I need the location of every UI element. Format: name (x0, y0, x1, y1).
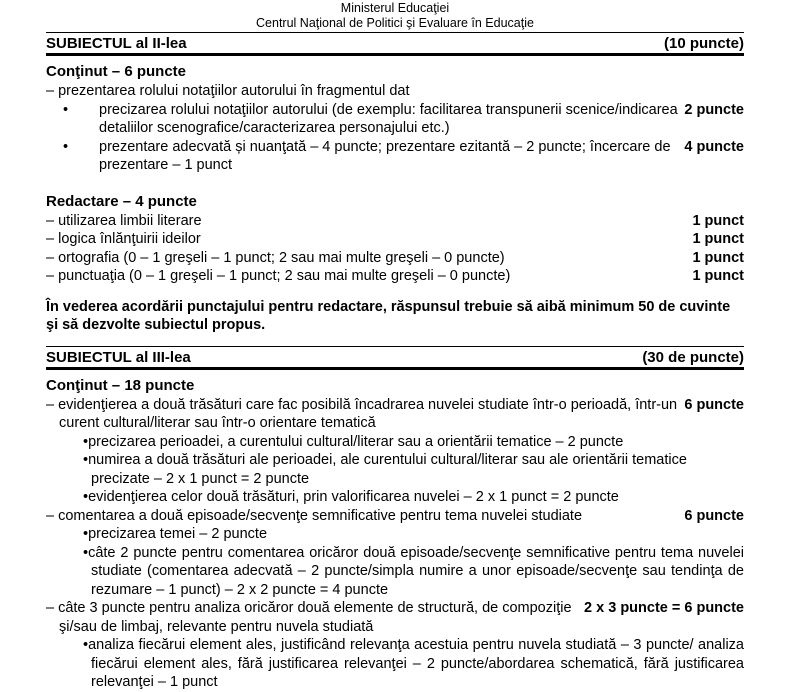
bullet-icon: • (83, 489, 89, 505)
bullet-icon: • (83, 544, 89, 561)
criteria-group (46, 396, 744, 433)
redactare-label: – ortografia (0 – 1 greşeli – 1 punct; 2 sau mai multe greşeli – 0 puncte) (46, 249, 505, 266)
list-item-points: 4 puncte (684, 138, 744, 155)
subject-2-redactare-title: Redactare – 4 puncte (46, 192, 197, 210)
spacer (46, 175, 744, 189)
criteria-group (46, 507, 744, 526)
list-item-text: prezentare adecvată și nuanţată – 4 puncte; prezentare ezitantă – 2 puncte; încercare de prezentare – 1 punct (99, 138, 671, 173)
document-header (0, 0, 790, 30)
redactare-row (46, 212, 744, 231)
list-item (46, 451, 744, 488)
subject-3-points: (30 de puncte) (642, 348, 744, 366)
criteria-group (46, 599, 744, 636)
criteria-text: – comentarea a două episoade/secvenţe semnificative pentru tema nuvelei studiate (46, 507, 583, 524)
redactare-label: – utilizarea limbii literare (46, 212, 202, 229)
spacer (46, 335, 744, 344)
list-item-text: câte 2 puncte pentru comentarea oricăror două episoade/secvenţe semnificative pentru tema nuvelei studiate (comentarea adecvată – 2 puncte/simpla numire a unor episoade/secvenţe sau tendinţa de rezumare – 1 punct) – 2 x 2 puncte = 4 puncte (88, 544, 744, 598)
subject-3-continut-title: Conţinut – 18 puncte (46, 376, 195, 394)
list-item (46, 488, 744, 507)
bullet-icon: • (83, 433, 89, 450)
list-item-text: precizarea temei – 2 puncte (88, 526, 268, 542)
list-item-text: numirea a două trăsături ale perioadei, ale curentului cultural/literar sau ale orientării tematice precizate – 2 x 1 punct = 2 puncte (88, 452, 687, 487)
criteria-points: 6 puncte (684, 507, 744, 524)
subject-3-heading (46, 346, 744, 370)
redactare-row (46, 230, 744, 249)
criteria-text: – câte 3 puncte pentru analiza oricăror două elemente de structură, de compoziţie şi/sau de limbaj, relevante pentru nuvela studiată (46, 600, 572, 635)
header-center: Centrul Naţional de Politici şi Evaluare în Educaţie (256, 15, 534, 30)
redactare-label: – punctuaţia (0 – 1 greşeli – 1 punct; 2 sau mai multe greşeli – 0 puncte) (46, 268, 511, 284)
bullet-icon: • (83, 452, 89, 468)
list-item (46, 138, 744, 175)
subject-2-title: SUBIECTUL al II-lea (46, 35, 187, 52)
redactare-note: În vederea acordării punctajului pentru redactare, răspunsul trebuie să aibă minimum 50 de cuvinte şi să dezvolte subiectul propus. (46, 298, 731, 333)
document-content (46, 32, 744, 692)
redactare-row (46, 267, 744, 286)
redactare-points: 1 punct (692, 249, 744, 266)
bullet-icon: • (63, 101, 69, 118)
redactare-points: 1 punct (692, 231, 744, 247)
list-item-text: evidenţierea celor două trăsături, prin valorificarea nuvelei – 2 x 1 punct = 2 puncte (88, 489, 619, 505)
subject-2-continut-title: Conţinut – 6 puncte (46, 63, 186, 80)
list-item (46, 544, 744, 600)
redactare-row (46, 249, 744, 268)
list-item (46, 101, 744, 138)
list-item (46, 525, 744, 544)
redactare-points: 1 punct (692, 212, 744, 229)
bullet-icon: • (83, 526, 89, 542)
list-item-text: precizarea perioadei, a curentului cultural/literar sau a orientării tematice – 2 puncte (88, 433, 624, 450)
bullet-icon: • (83, 637, 89, 653)
subject-2-points: (10 puncte) (663, 35, 744, 52)
header-ministry: Ministerul Educaţiei (340, 1, 450, 15)
criteria-points: 6 puncte (684, 396, 744, 413)
criteria-text: – evidenţierea a două trăsături care fac posibilă încadrarea nuvelei studiate într-o perioadă, într-un curent cultural/literar sau într-o orientare tematică (46, 396, 678, 431)
redactare-label: – logica înlănţuirii ideilor (46, 231, 201, 247)
list-item (46, 433, 744, 452)
redactare-points: 1 punct (692, 268, 744, 284)
list-item (46, 636, 744, 692)
list-item-text: precizarea rolului notaţiilor autorului (de exemplu: facilitarea transpunerii scenice/indicarea detaliilor scenografice/caracterizarea personajului etc.) (99, 101, 678, 136)
bullet-icon: • (63, 138, 69, 155)
list-item-text: analiza fiecărui element ales, justificând relevanţa acestuia pentru nuvela studiată – 3 puncte/ analiza fiecărui element ales, fără justificarea relevanţei – 2 puncte/abordarea schematică, fără justificarea relevanţei – 1 punct (88, 637, 744, 690)
subject-2-continut-dash: – prezentarea rolului notaţiilor autorului în fragmentul dat (46, 83, 410, 99)
criteria-points: 2 x 3 puncte = 6 puncte (584, 600, 744, 616)
list-item-points: 2 puncte (684, 101, 744, 118)
subject-2-heading (46, 32, 744, 56)
subject-3-title: SUBIECTUL al III-lea (46, 348, 191, 366)
